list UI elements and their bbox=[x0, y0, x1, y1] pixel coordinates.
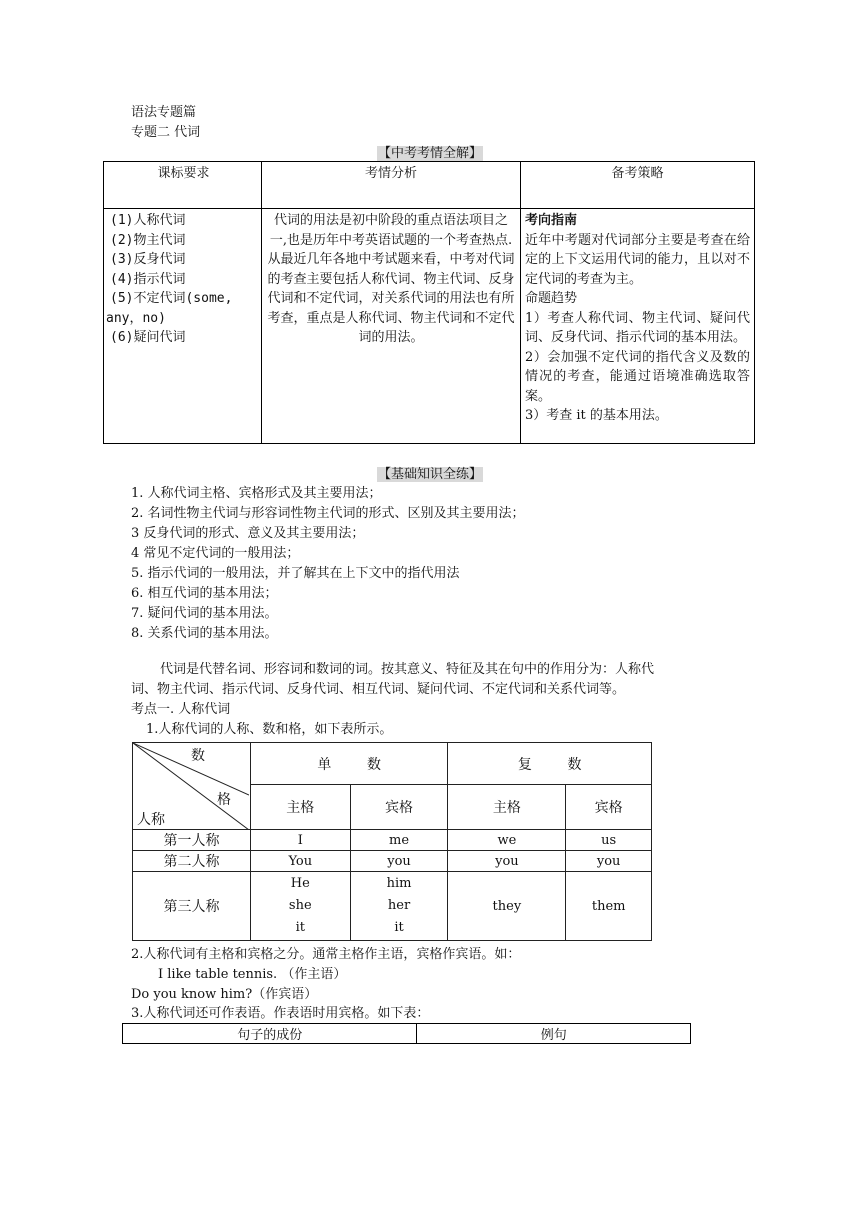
list-item: 6. 相互代词的基本用法； bbox=[131, 586, 278, 601]
pronoun-form: it bbox=[394, 920, 404, 935]
table-cell: you bbox=[350, 851, 448, 872]
analysis-cell: 代词的用法是初中阶段的重点语法项目之一,也是历年中考英语试题的一个考查热点.从最近几年各地中考试题来看，中考对代词的考查主要包括人称代词、物主代词、反身代词和不定代词，对关系代词的用法也有所考查，重点是人称代词、物主代词和不定代词的用法。 bbox=[262, 209, 521, 444]
intro-paragraph-line: 代词是代替名词、形容词和数词的词。按其意义、特征及其在句中的作用分为：人称代 bbox=[160, 662, 655, 677]
col-header-analysis: 考情分析 bbox=[262, 162, 521, 209]
table-header-row bbox=[123, 1024, 691, 1044]
pronoun-form: him bbox=[386, 876, 412, 891]
strategy-heading: 考向指南 bbox=[525, 213, 578, 228]
table-cell: they bbox=[448, 872, 566, 941]
requirement-item: (1)人称代词 bbox=[110, 213, 186, 228]
requirement-item: (5)不定代词(some, bbox=[110, 291, 233, 306]
requirement-item: (2)物主代词 bbox=[110, 232, 186, 248]
table-row bbox=[133, 872, 652, 941]
strategy-point: 2）会加强不定代词的指代含义及数的情况的考查，能通过语境准确选取答案。 bbox=[525, 349, 750, 404]
table-cell: me bbox=[350, 830, 448, 851]
table-cell: us bbox=[566, 830, 652, 851]
table-cell: I bbox=[250, 830, 350, 851]
table-row bbox=[133, 851, 652, 872]
col-header-sentence-part: 句子的成份 bbox=[123, 1024, 417, 1044]
table-cell: you bbox=[566, 851, 652, 872]
requirement-item: (3)反身代词 bbox=[110, 252, 186, 267]
paragraph: 2.人称代词有主格和宾格之分。通常主格作主语，宾格作宾语。如： bbox=[131, 947, 521, 962]
list-item: 8. 关系代词的基本用法。 bbox=[131, 626, 278, 641]
example-sentence: Do you know him?（作宾语） bbox=[131, 987, 318, 1002]
table-row bbox=[133, 830, 652, 851]
requirement-item: any，no) bbox=[106, 310, 166, 326]
singular-nominative-header: 主格 bbox=[250, 785, 350, 830]
table-cell: we bbox=[448, 830, 566, 851]
requirement-item: (4)指示代词 bbox=[110, 271, 186, 287]
diag-case-label: 格 bbox=[217, 792, 231, 808]
strategy-cell bbox=[521, 209, 755, 444]
requirement-item: (6)疑问代词 bbox=[110, 330, 186, 345]
table-cell: you bbox=[448, 851, 566, 872]
basics-title: 【基础知识全练】 bbox=[377, 467, 482, 482]
predicative-table bbox=[122, 1023, 691, 1044]
table-cell: them bbox=[566, 872, 652, 941]
plural-nominative-header: 主格 bbox=[448, 785, 566, 830]
table-cell bbox=[350, 872, 448, 941]
diagonal-header-cell bbox=[133, 743, 251, 830]
person-label: 第三人称 bbox=[133, 872, 251, 941]
pronoun-form: she bbox=[288, 898, 312, 913]
table-cell bbox=[250, 872, 350, 941]
list-item: 3 反身代词的形式、意义及其主要用法； bbox=[131, 526, 365, 541]
plural-objective-header: 宾格 bbox=[566, 785, 652, 830]
list-item: 4 常见不定代词的一般用法； bbox=[131, 546, 300, 561]
strategy-point: 3）考查 it 的基本用法。 bbox=[525, 408, 668, 423]
list-item: 2. 名词性物主代词与形容词性物主代词的形式、区别及其主要用法； bbox=[131, 506, 525, 521]
diag-person-label: 人称 bbox=[137, 812, 165, 828]
col-header-example: 例句 bbox=[417, 1024, 691, 1044]
singular-header: 单 数 bbox=[250, 743, 448, 785]
plural-header: 复 数 bbox=[448, 743, 652, 785]
paragraph: 1.人称代词的人称、数和格，如下表所示。 bbox=[146, 722, 393, 737]
singular-objective-header: 宾格 bbox=[350, 785, 448, 830]
paragraph: 3.人称代词还可作表语。作表语时用宾格。如下表： bbox=[131, 1006, 430, 1021]
point-heading: 考点一. 人称代词 bbox=[131, 702, 231, 717]
pronoun-form: it bbox=[295, 920, 305, 935]
overview-table bbox=[103, 161, 755, 444]
intro-paragraph-line: 词、物主代词、指示代词、反身代词、相互代词、疑问代词、不定代词和关系代词等。 bbox=[131, 682, 626, 697]
requirements-cell bbox=[104, 209, 262, 444]
list-item: 1. 人称代词主格、宾格形式及其主要用法； bbox=[131, 486, 382, 501]
person-label: 第二人称 bbox=[133, 851, 251, 872]
list-item: 5. 指示代词的一般用法，并了解其在上下文中的指代用法 bbox=[131, 566, 460, 581]
list-item: 7. 疑问代词的基本用法。 bbox=[131, 606, 278, 621]
topic-title: 专题二 代词 bbox=[131, 125, 201, 140]
person-label: 第一人称 bbox=[133, 830, 251, 851]
pronoun-form: her bbox=[387, 898, 411, 913]
strategy-point: 1）考查人称代词、物主代词、疑问代词、反身代词、指示代词的基本用法。 bbox=[525, 310, 750, 345]
diag-number-label: 数 bbox=[191, 748, 205, 764]
strategy-trend-label: 命题趋势 bbox=[525, 291, 578, 306]
example-sentence: I like table tennis. （作主语） bbox=[158, 967, 347, 982]
strategy-intro: 近年中考题对代词部分主要是考查在给定的上下文运用代词的能力，且以对不定代词的考查为主。 bbox=[525, 232, 750, 287]
pronoun-table bbox=[132, 742, 652, 941]
pronoun-form: He bbox=[290, 876, 310, 891]
overview-title: 【中考考情全解】 bbox=[377, 146, 482, 161]
col-header-strategy: 备考策略 bbox=[521, 162, 755, 209]
col-header-requirements: 课标要求 bbox=[104, 162, 262, 209]
table-cell: You bbox=[250, 851, 350, 872]
series-title: 语法专题篇 bbox=[131, 105, 197, 120]
